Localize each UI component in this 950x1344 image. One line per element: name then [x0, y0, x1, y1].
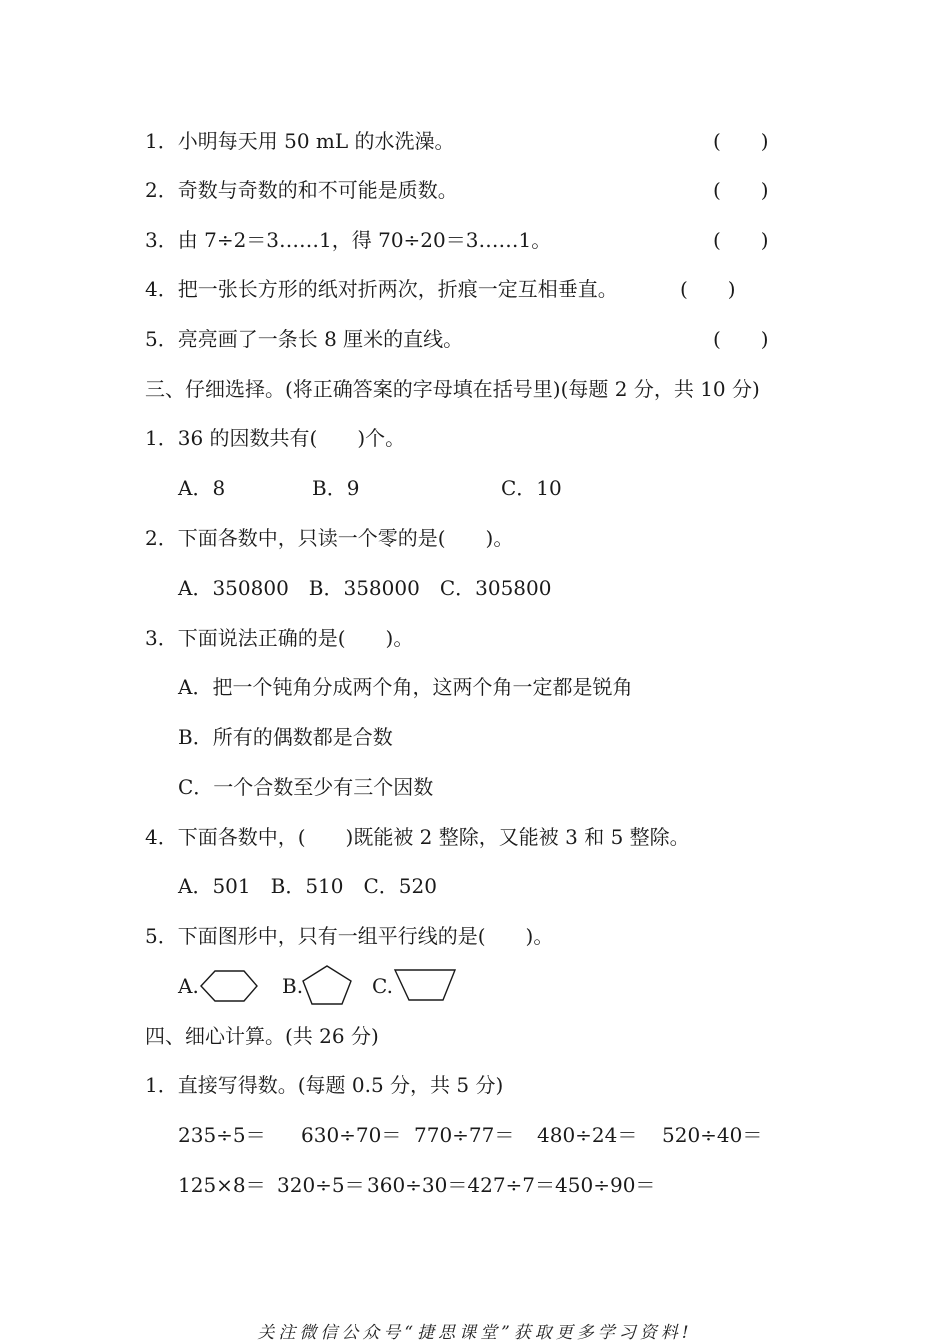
choice-question-3: 3．下面说法正确的是( )。 [145, 626, 414, 650]
judge-item-4 [145, 276, 618, 302]
choice-option-a: A．把一个钝角分成两个角，这两个角一定都是锐角 [178, 675, 633, 699]
judge-item-number: 4． [145, 277, 178, 301]
choice-options: A．501 B．510 C．520 [178, 874, 437, 898]
calc-problem[interactable]: 125×8＝ [178, 1173, 266, 1197]
calc-subheading: 1．直接写得数。(每题 0.5 分，共 5 分) [145, 1073, 504, 1097]
section-heading-choice: 三、仔细选择。(将正确答案的字母填在括号里)(每题 2 分，共 10 分) [145, 377, 760, 401]
choice-option-a: A. [178, 974, 199, 998]
judge-item-number: 5． [145, 327, 178, 351]
choice-question-5: 5．下面图形中，只有一组平行线的是( )。 [145, 924, 554, 948]
choice-option-a: A．8 [178, 476, 226, 500]
answer-paren[interactable]: ( ) [713, 228, 769, 252]
calc-problem[interactable]: 235÷5＝ [178, 1123, 266, 1147]
judge-item-text: 奇数与奇数的和不可能是质数。 [177, 178, 458, 202]
choice-option-c: C. [372, 974, 393, 998]
judge-item-number: 3． [145, 228, 178, 252]
choice-question-2: 2．下面各数中，只读一个零的是( )。 [145, 526, 514, 550]
calc-problem[interactable]: 360÷30＝427÷7＝450÷90＝ [367, 1173, 656, 1197]
footer-note: 关注微信公众号“捷思课堂”获取更多学习资料! [257, 1323, 693, 1343]
choice-question-1: 1．36 的因数共有( )个。 [145, 426, 406, 450]
trapezoid-shape [392, 966, 458, 1004]
answer-paren[interactable]: ( ) [713, 178, 769, 202]
judge-item-1 [145, 128, 455, 154]
choice-option-b: B．所有的偶数都是合数 [178, 725, 393, 749]
calc-problem[interactable]: 630÷70＝ [301, 1123, 402, 1147]
calc-problem[interactable]: 770÷77＝ [414, 1123, 515, 1147]
choice-option-c: C．10 [501, 476, 562, 500]
calc-problem[interactable]: 320÷5＝ [277, 1173, 365, 1197]
answer-paren[interactable]: ( ) [680, 277, 736, 301]
hexagon-shape [198, 968, 260, 1004]
answer-paren[interactable]: ( ) [713, 129, 769, 153]
judge-item-number: 1． [145, 129, 178, 153]
judge-item-text: 亮亮画了一条长 8 厘米的直线。 [177, 327, 464, 351]
pentagon-shape [300, 963, 354, 1007]
choice-option-b: B. [282, 974, 304, 998]
judge-item-5 [145, 326, 463, 352]
section-heading-calc: 四、细心计算。(共 26 分) [145, 1024, 379, 1048]
choice-question-4: 4．下面各数中，( )既能被 2 整除，又能被 3 和 5 整除。 [145, 825, 690, 849]
judge-item-text: 由 7÷2＝3……1，得 70÷20＝3……1。 [177, 228, 552, 252]
calc-problem[interactable]: 520÷40＝ [662, 1123, 763, 1147]
judge-item-text: 小明每天用 50 mL 的水洗澡。 [177, 129, 455, 153]
choice-option-b: B．9 [312, 476, 360, 500]
judge-item-2 [145, 177, 458, 203]
calc-problem[interactable]: 480÷24＝ [537, 1123, 638, 1147]
judge-item-number: 2． [145, 178, 178, 202]
judge-item-text: 把一张长方形的纸对折两次，折痕一定互相垂直。 [177, 277, 618, 301]
choice-option-c: C．一个合数至少有三个因数 [178, 775, 434, 799]
judge-item-3 [145, 227, 551, 253]
answer-paren[interactable]: ( ) [713, 327, 769, 351]
choice-options: A．350800 B．358000 C．305800 [178, 576, 552, 600]
